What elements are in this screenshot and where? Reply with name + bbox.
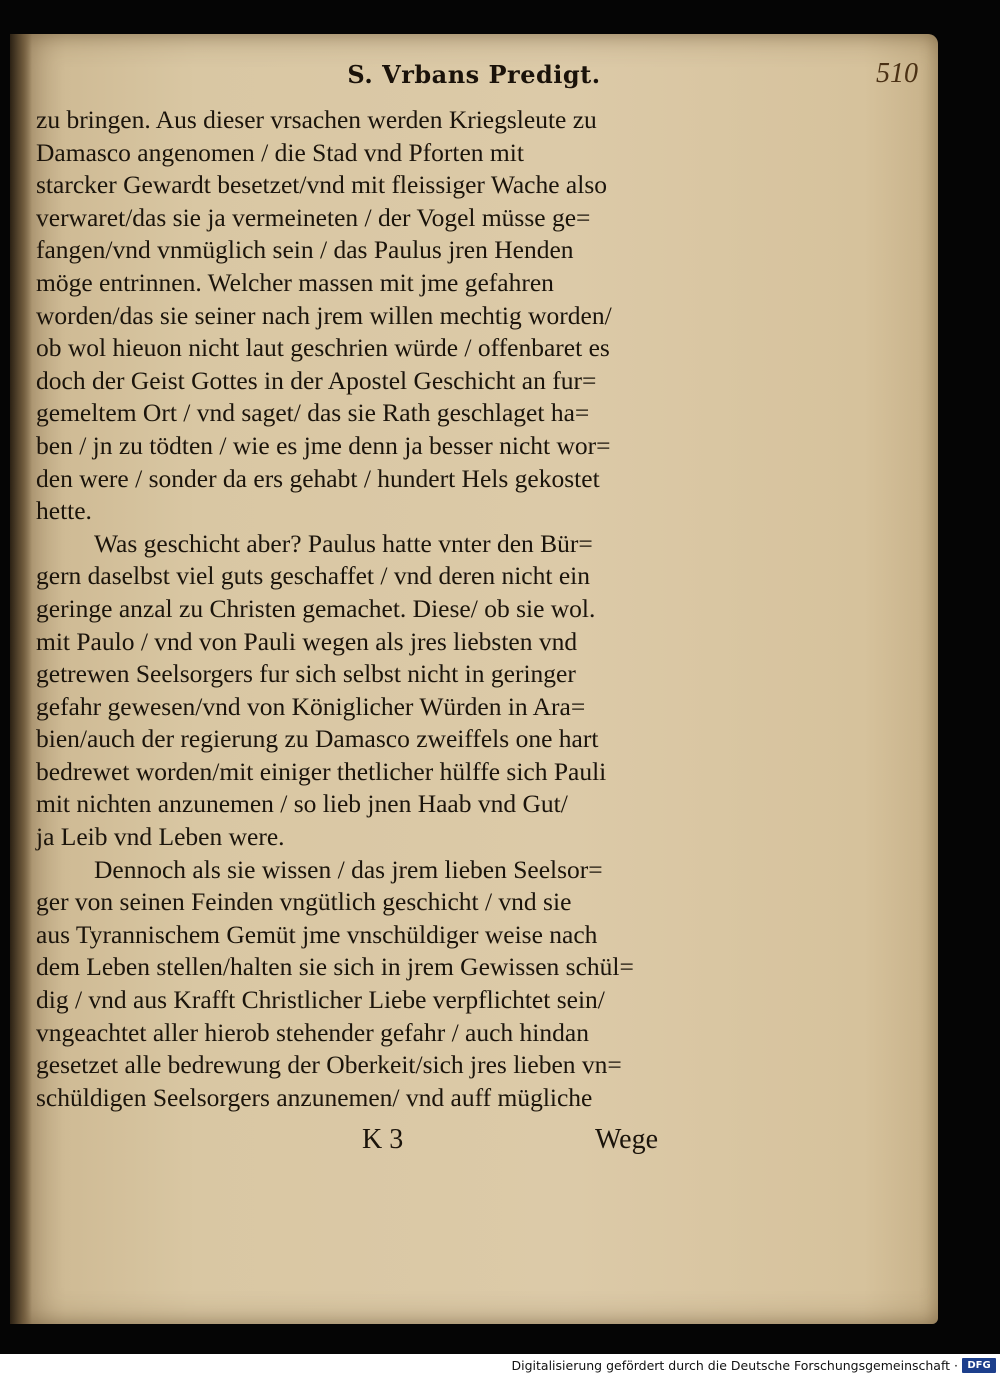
dfg-logo: DFG — [962, 1358, 996, 1373]
text-line: bedrewet worden/mit einiger thetlicher hülffe sich Pauli — [36, 756, 607, 786]
catchword: Wege — [595, 1124, 659, 1155]
text-line: fangen/vnd vnmüglich sein / das Paulus jren Henden — [36, 235, 574, 265]
text-line: gern daselbst viel guts geschaffet / vnd deren nicht ein — [36, 561, 590, 591]
text-line: ben / jn zu tödten / wie es jme denn ja besser nicht wor= — [36, 430, 611, 460]
page-gutter-shadow — [10, 34, 32, 1324]
text-line: hette. — [36, 496, 92, 526]
body-text — [36, 104, 682, 1114]
text-line: ob wol hieuon nicht laut geschrien würde / offenbaret es — [36, 333, 610, 363]
text-line: bien/auch der regierung zu Damasco zweiffels one hart — [36, 724, 599, 754]
text-line: gesetzet alle bedrewung der Oberkeit/sich jres lieben vn= — [36, 1050, 622, 1080]
text-line: geringe anzal zu Christen gemachet. Diese/ ob sie wol. — [36, 593, 596, 623]
text-line: dem Leben stellen/halten sie sich in jrem Gewissen schül= — [36, 952, 634, 982]
text-line: worden/das sie seiner nach jrem willen mechtig worden/ — [36, 300, 612, 330]
page-number: 510 — [876, 58, 918, 89]
text-line: zu bringen. Aus dieser vrsachen werden Kriegsleute zu — [36, 105, 597, 134]
text-line: starcker Gewardt besetzet/vnd mit fleissiger Wache also — [36, 170, 608, 200]
text-line: möge entrinnen. Welcher massen mit jme gefahren — [36, 267, 554, 297]
footer-bar — [0, 1354, 1000, 1378]
text-line: verwaret/das sie ja vermeineten / der Vogel müsse ge= — [36, 202, 591, 232]
text-line: aus Tyrannischem Gemüt jme vnschüldiger weise nach — [36, 919, 598, 949]
text-line: den were / sonder da ers gehabt / hundert Hels gekostet — [36, 463, 600, 493]
book-page — [10, 34, 938, 1324]
text-line: getrewen Seelsorgers fur sich selbst nicht in geringer — [36, 659, 576, 689]
text-line: ja Leib vnd Leben were. — [36, 822, 285, 852]
text-line: vngeachtet aller hierob stehender gefahr / auch hindan — [36, 1017, 589, 1047]
text-line: doch der Geist Gottes in der Apostel Geschicht an fur= — [36, 365, 597, 395]
funding-notice: Digitalisierung gefördert durch die Deutsche Forschungsgemeinschaft · — [511, 1358, 958, 1373]
text-line: mit nichten anzunemen / so lieb jnen Haab vnd Gut/ — [36, 789, 568, 819]
text-line: schüldigen Seelsorgers anzunemen/ vnd auff mügliche — [36, 1082, 593, 1112]
running-head: S. Vrbans Predigt. — [347, 60, 601, 89]
text-line: Was geschicht aber? Paulus hatte vnter den Bür= — [94, 528, 593, 558]
text-line: gemeltem Ort / vnd saget/ das sie Rath geschlaget ha= — [36, 398, 590, 428]
text-line: ger von seinen Feinden vngütlich geschicht / vnd sie — [36, 887, 572, 917]
text-line: dig / vnd aus Krafft Christlicher Liebe verpflichtet sein/ — [36, 985, 605, 1015]
text-line: mit Paulo / vnd von Pauli wegen als jres liebsten vnd — [36, 626, 578, 656]
signature-mark: K 3 — [362, 1124, 404, 1155]
text-line: gefahr gewesen/vnd von Königlicher Würden in Ara= — [36, 691, 586, 721]
text-line: Dennoch als sie wissen / das jrem lieben Seelsor= — [94, 854, 603, 884]
text-line: Damasco angenomen / die Stad vnd Pforten mit — [36, 137, 524, 167]
